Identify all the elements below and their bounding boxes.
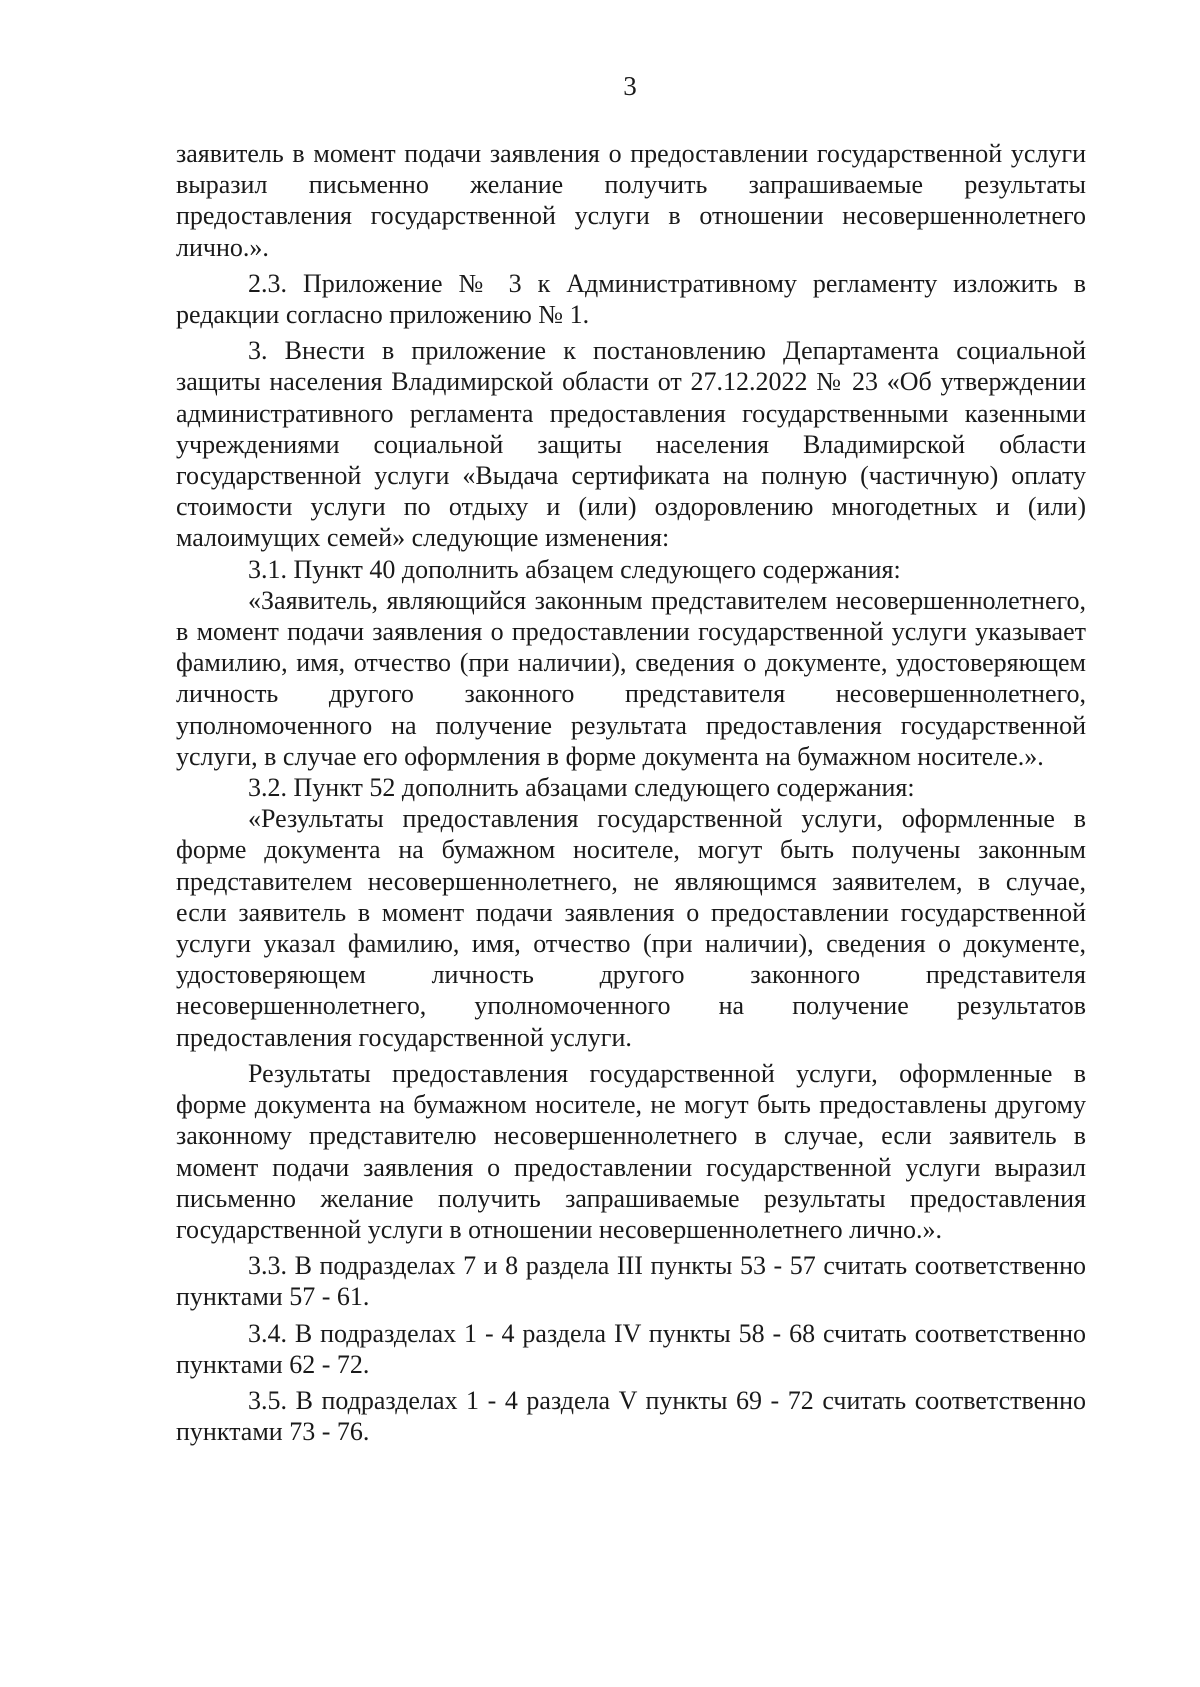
paragraph-3-2-text-1: «Результаты предоставления государственной услуги, оформленные в форме документа на бумажном носителе, могут быть получены законным представителем несовершеннолетнего, не являющимся заявителем, в случае, если заявитель в момент подачи заявления о предоставлении государственной услуги указал фамилию, имя, отчество (при наличии), сведения о документе, удостоверяющем личность другого законного представителя несовершеннолетнего, уполномоченного на получение результатов предоставления государственной услуги. [176, 804, 1086, 1052]
paragraph-3-3: 3.3. В подразделах 7 и 8 раздела III пункты 53 - 57 считать соответственно пунктами 57 - 61. [176, 1251, 1086, 1312]
paragraph-2-3: 2.3. Приложение № 3 к Административному регламенту изложить в редакции согласно приложению № 1. [176, 268, 1086, 330]
paragraph-continuation: заявитель в момент подачи заявления о предоставлении государственной услуги выразил письменно желание получить запрашиваемые результаты предоставления государственной услуги в отношении несовершеннолетнего лично.». [176, 139, 1086, 262]
paragraph-3-4: 3.4. В подразделах 1 - 4 раздела IV пункты 58 - 68 считать соответственно пунктами 62 - 72. [176, 1318, 1086, 1379]
paragraph-3-1-text: «Заявитель, являющийся законным представителем несовершеннолетнего, в момент подачи заявления о предоставлении государственной услуги указывает фамилию, имя, отчество (при наличии), сведения о документе, удостоверяющем личность другого законного представителя несовершеннолетнего, уполномоченного на получение результата предоставления государственной услуги, в случае его оформления в форме документа на бумажном носителе.». [176, 585, 1086, 771]
paragraph-3: 3. Внести в приложение к постановлению Департамента социальной защиты населения Владимирской области от 27.12.2022 № 23 «Об утверждении административного регламента предоставления государственными казенными учреждениями социальной защиты населения Владимирской области государственной услуги «Выдача сертификата на полную (частичную) оплату стоимости услуги по отдыху и (или) оздоровлению многодетных и (или) малоимущих семей» следующие изменения: [176, 336, 1086, 553]
document-body [176, 138, 1086, 1447]
paragraph-3-5: 3.5. В подразделах 1 - 4 раздела V пункты 69 - 72 считать соответственно пунктами 73 - 76. [176, 1385, 1086, 1447]
page-number: 3 [623, 71, 637, 101]
paragraph-3-1: 3.1. Пункт 40 дополнить абзацем следующего содержания: [248, 554, 901, 584]
paragraph-3-2: 3.2. Пункт 52 дополнить абзацами следующего содержания: [248, 773, 915, 803]
paragraph-3-2-text-2: Результаты предоставления государственной услуги, оформленные в форме документа на бумажном носителе, не могут быть предоставлены другому законному представителю несовершеннолетнего в случае, если заявитель в момент подачи заявления о предоставлении государственной услуги выразил письменно желание получить запрашиваемые результаты предоставления государственной услуги в отношении несовершеннолетнего лично.». [176, 1058, 1086, 1244]
